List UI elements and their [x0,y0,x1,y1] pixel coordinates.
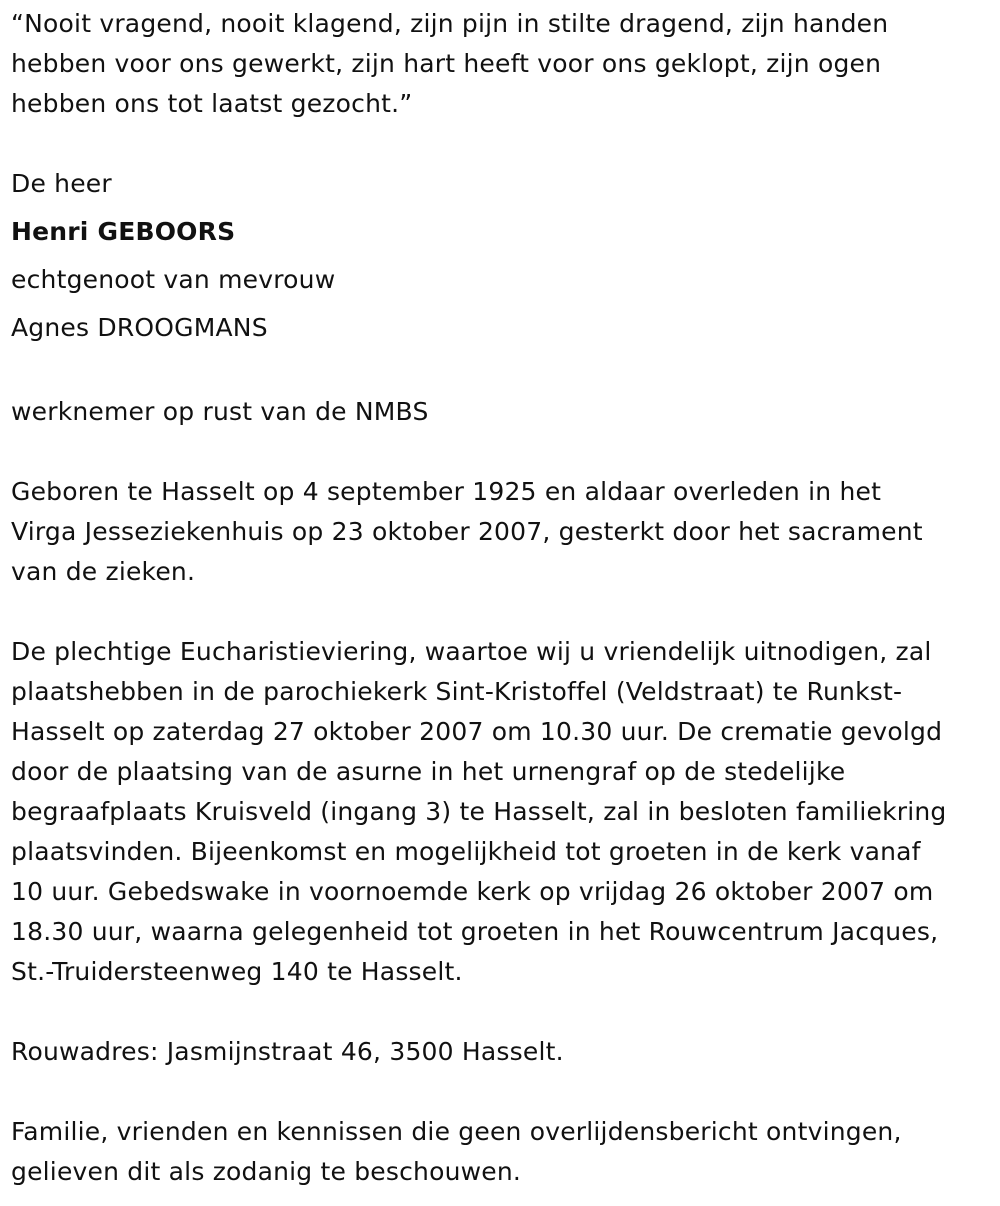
ceremony-line: door de plaatsing van de asurne in het urnengraf op de stedelijke [11,757,846,786]
occupation-paragraph [11,392,993,432]
closing-paragraph [11,1112,993,1192]
paragraph-gap [11,592,993,632]
paragraph-gap [11,432,993,472]
birth-death-line: van de zieken. [11,557,196,586]
address-line: Rouwadres: Jasmijnstraat 46, 3500 Hasselt. [11,1037,564,1066]
paragraph-gap [11,352,993,392]
ceremony-line: De plechtige Eucharistieviering, waartoe wij u vriendelijk uitnodigen, zal [11,637,932,666]
person-name: Henri GEBOORS [11,217,236,246]
quote-line: hebben voor ons gewerkt, zijn hart heeft voor ons geklopt, zijn ogen [11,49,882,78]
paragraph-gap [11,124,993,164]
closing-line: gelieven dit als zodanig te beschouwen. [11,1157,522,1186]
birth-death-line: Virga Jesseziekenhuis op 23 oktober 2007, gesterkt door het sacrament [11,517,923,546]
occupation-line: werknemer op rust van de NMBS [11,397,429,426]
quote-line: hebben ons tot laatst gezocht.” [11,89,413,118]
ceremony-line: Hasselt op zaterdag 27 oktober 2007 om 10.30 uur. De crematie gevolgd [11,717,943,746]
ceremony-line: plaatshebben in de parochiekerk Sint-Kristoffel (Veldstraat) te Runkst- [11,677,903,706]
ceremony-line: begraafplaats Kruisveld (ingang 3) te Hasselt, zal in besloten familiekring [11,797,947,826]
ceremony-line: 18.30 uur, waarna gelegenheid tot groeten in het Rouwcentrum Jacques, [11,917,939,946]
obituary-notice [11,4,993,1192]
quote-paragraph [11,4,993,124]
ceremony-line: 10 uur. Gebedswake in voornoemde kerk op vrijdag 26 oktober 2007 om [11,877,934,906]
ceremony-paragraph [11,632,993,992]
quote-line: “Nooit vragend, nooit klagend, zijn pijn in stilte dragend, zijn handen [11,9,889,38]
person-block [11,160,993,352]
paragraph-gap [11,992,993,1032]
paragraph-gap [11,1072,993,1112]
person-title: De heer [11,169,112,198]
address-paragraph [11,1032,993,1072]
ceremony-line: plaatsvinden. Bijeenkomst en mogelijkheid tot groeten in de kerk vanaf [11,837,921,866]
spouse-intro: echtgenoot van mevrouw [11,265,336,294]
ceremony-line: St.-Truidersteenweg 140 te Hasselt. [11,957,463,986]
birth-death-line: Geboren te Hasselt op 4 september 1925 en aldaar overleden in het [11,477,882,506]
spouse-name: Agnes DROOGMANS [11,313,268,342]
closing-line: Familie, vrienden en kennissen die geen overlijdensbericht ontvingen, [11,1117,902,1146]
birth-death-paragraph [11,472,993,592]
